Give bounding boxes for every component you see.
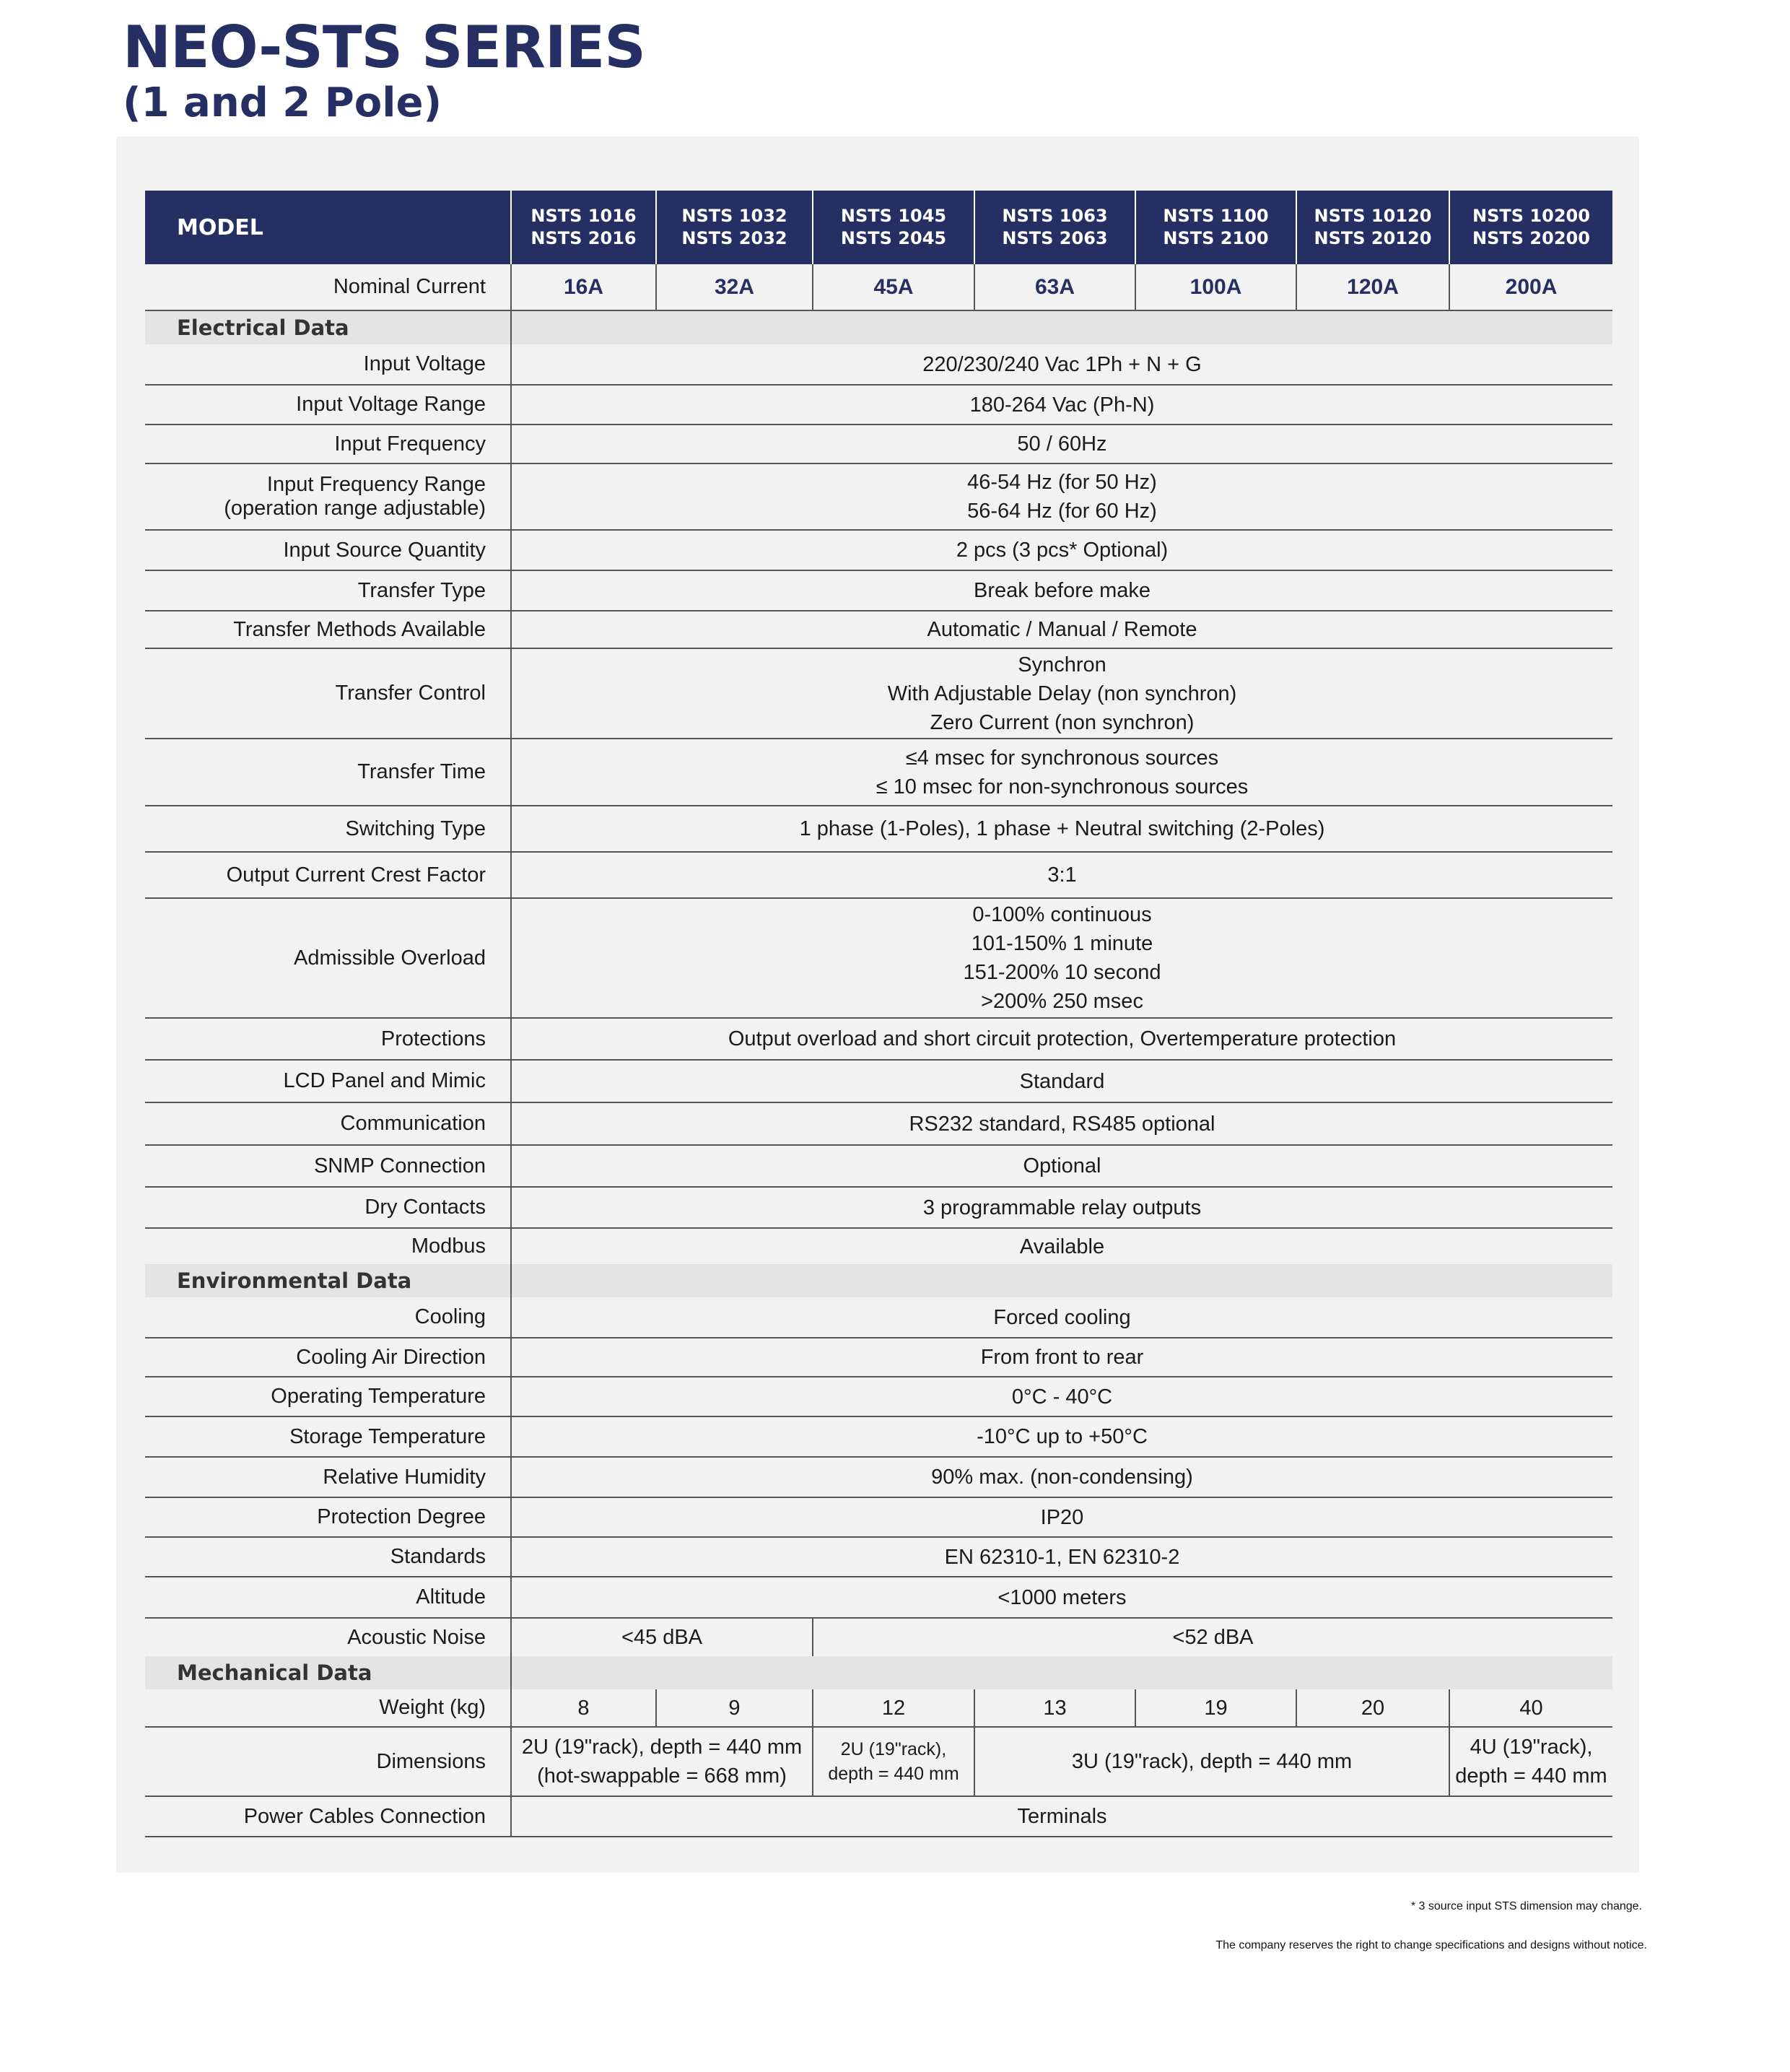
spec-row	[145, 1145, 1612, 1187]
footnote-disclaimer: The company reserves the right to change specifications and designs without notice.	[1215, 1939, 1647, 1951]
row-label: Standards	[145, 1537, 511, 1577]
row-label: Switching Type	[145, 806, 511, 852]
footnote-dimension: * 3 source input STS dimension may change.	[1410, 1900, 1642, 1912]
weight-value: 8	[511, 1689, 656, 1727]
nominal-value: 16A	[511, 264, 656, 310]
dimensions-value: 2U (19"rack), depth = 440 mm (hot-swappable = 668 mm)	[511, 1727, 813, 1796]
row-label: Admissible Overload	[145, 898, 511, 1018]
spec-row	[145, 806, 1612, 852]
spec-row	[145, 1060, 1612, 1102]
nominal-value: 32A	[656, 264, 813, 310]
row-label: Power Cables Connection	[145, 1796, 511, 1837]
spec-row	[145, 1102, 1612, 1145]
section-electrical	[145, 310, 1612, 344]
row-label: Relative Humidity	[145, 1457, 511, 1497]
spec-row	[145, 852, 1612, 898]
weight-value: 40	[1449, 1689, 1612, 1727]
row-value: <52 dBA	[1172, 1626, 1254, 1649]
row-value: <45 dBA	[511, 1618, 813, 1656]
spec-row	[145, 1187, 1612, 1228]
row-value: 3:1	[511, 852, 1612, 898]
row-label: Input Voltage Range	[145, 385, 511, 425]
nominal-value: 100A	[1135, 264, 1296, 310]
spec-row	[145, 1416, 1612, 1457]
row-value: 2 pcs (3 pcs* Optional)	[511, 530, 1612, 570]
spec-table	[145, 191, 1612, 1837]
row-value: ≤4 msec for synchronous sources ≤ 10 msec for non-synchronous sources	[511, 739, 1612, 806]
weight-row	[145, 1689, 1612, 1727]
weight-value: 12	[813, 1689, 974, 1727]
spec-row	[145, 648, 1612, 739]
model-cell: NSTS 1100 NSTS 2100	[1135, 191, 1296, 264]
spec-row	[145, 1457, 1612, 1497]
model-cell: NSTS 10120 NSTS 20120	[1296, 191, 1449, 264]
spec-row	[145, 385, 1612, 425]
spec-row	[145, 1796, 1612, 1837]
row-value: Available	[1019, 1235, 1105, 1258]
row-value: Standard	[511, 1060, 1612, 1102]
row-label: Modbus	[145, 1228, 511, 1264]
row-value: 180-264 Vac (Ph-N)	[511, 385, 1612, 425]
row-label: Nominal Current	[145, 264, 511, 310]
spec-row	[145, 463, 1612, 530]
row-value: Synchron With Adjustable Delay (non synchron) Zero Current (non synchron)	[511, 648, 1612, 739]
spec-row	[145, 739, 1612, 806]
spec-row	[145, 570, 1612, 611]
row-label: Transfer Control	[145, 648, 511, 739]
section-title: Electrical Data	[145, 310, 511, 344]
spec-row	[145, 1297, 1612, 1338]
page-title: NEO-STS SERIES	[123, 14, 645, 81]
row-label: Transfer Methods Available	[145, 611, 511, 648]
weight-value: 9	[656, 1689, 813, 1727]
model-cell: NSTS 1032 NSTS 2032	[656, 191, 813, 264]
weight-value: 13	[974, 1689, 1135, 1727]
section-title: Mechanical Data	[145, 1656, 511, 1689]
row-value: EN 62310-1, EN 62310-2	[511, 1537, 1612, 1577]
row-label: SNMP Connection	[145, 1145, 511, 1187]
section-title: Environmental Data	[145, 1264, 511, 1297]
model-cell: NSTS 1063 NSTS 2063	[974, 191, 1135, 264]
weight-value: 19	[1135, 1689, 1296, 1727]
nominal-value: 200A	[1449, 264, 1612, 310]
dimensions-row	[145, 1727, 1612, 1796]
spec-row	[145, 1228, 1612, 1264]
row-value: Optional	[511, 1145, 1612, 1187]
weight-value: 20	[1296, 1689, 1449, 1727]
row-value: 0°C - 40°C	[511, 1377, 1612, 1416]
row-value: 46-54 Hz (for 50 Hz) 56-64 Hz (for 60 Hz)	[511, 463, 1612, 530]
spec-row	[145, 344, 1612, 385]
row-label: Dry Contacts	[145, 1187, 511, 1228]
row-value: 3 programmable relay outputs	[511, 1187, 1612, 1228]
row-label: Cooling Air Direction	[145, 1338, 511, 1377]
section-environmental	[145, 1264, 1612, 1297]
row-label: Cooling	[145, 1297, 511, 1338]
nominal-value: 63A	[974, 264, 1135, 310]
spec-row	[145, 1618, 1612, 1656]
row-label: Input Voltage	[145, 344, 511, 385]
model-cell: NSTS 10200 NSTS 20200	[1449, 191, 1612, 264]
row-label: Acoustic Noise	[145, 1618, 511, 1656]
page-subtitle: (1 and 2 Pole)	[123, 79, 442, 126]
spec-row	[145, 1377, 1612, 1416]
section-mechanical	[145, 1656, 1612, 1689]
spec-row	[145, 1018, 1612, 1060]
row-value: Break before make	[511, 570, 1612, 611]
spec-row	[145, 530, 1612, 570]
row-label: LCD Panel and Mimic	[145, 1060, 511, 1102]
dimensions-value: 4U (19"rack), depth = 440 mm	[1449, 1727, 1612, 1796]
model-cell: NSTS 1045 NSTS 2045	[813, 191, 974, 264]
row-value: <1000 meters	[511, 1577, 1612, 1618]
row-label: Weight (kg)	[145, 1689, 511, 1727]
row-value: 50 / 60Hz	[511, 425, 1612, 463]
spec-row	[145, 1537, 1612, 1577]
row-value: 1 phase (1-Poles), 1 phase + Neutral switching (2-Poles)	[511, 806, 1612, 852]
spec-row	[145, 1338, 1612, 1377]
row-value: Terminals	[511, 1796, 1612, 1837]
row-label: Input Frequency	[145, 425, 511, 463]
model-header-row	[145, 191, 1612, 264]
spec-row	[145, 611, 1612, 648]
nominal-current-row	[145, 264, 1612, 310]
dimensions-value: 3U (19"rack), depth = 440 mm	[974, 1727, 1449, 1796]
row-label: Output Current Crest Factor	[145, 852, 511, 898]
row-value: -10°C up to +50°C	[511, 1416, 1612, 1457]
row-value: 0-100% continuous 101-150% 1 minute 151-200% 10 second >200% 250 msec	[511, 898, 1612, 1018]
spec-row	[145, 898, 1612, 1018]
nominal-value: 120A	[1296, 264, 1449, 310]
nominal-value: 45A	[813, 264, 974, 310]
spec-row	[145, 1497, 1612, 1537]
row-value: Forced cooling	[511, 1297, 1612, 1338]
row-label: Storage Temperature	[145, 1416, 511, 1457]
row-label: Altitude	[145, 1577, 511, 1618]
row-label: Transfer Time	[145, 739, 511, 806]
row-label: Input Source Quantity	[145, 530, 511, 570]
row-label: Dimensions	[145, 1727, 511, 1796]
spec-row	[145, 425, 1612, 463]
row-value: RS232 standard, RS485 optional	[511, 1102, 1612, 1145]
row-label: Communication	[145, 1102, 511, 1145]
model-cell: NSTS 1016 NSTS 2016	[511, 191, 656, 264]
model-label: MODEL	[145, 191, 511, 264]
row-value: IP20	[511, 1497, 1612, 1537]
row-value: Output overload and short circuit protection, Overtemperature protection	[511, 1018, 1612, 1060]
row-label: Protection Degree	[145, 1497, 511, 1537]
row-label: Operating Temperature	[145, 1377, 511, 1416]
dimensions-value: 2U (19"rack), depth = 440 mm	[813, 1727, 974, 1796]
row-value: From front to rear	[511, 1338, 1612, 1377]
row-label: Input Frequency Range (operation range adjustable)	[145, 463, 511, 530]
row-value: Automatic / Manual / Remote	[511, 611, 1612, 648]
row-value: 220/230/240 Vac 1Ph + N + G	[511, 344, 1612, 385]
row-value: 90% max. (non-condensing)	[511, 1457, 1612, 1497]
row-label: Transfer Type	[145, 570, 511, 611]
spec-row	[145, 1577, 1612, 1618]
row-label: Protections	[145, 1018, 511, 1060]
